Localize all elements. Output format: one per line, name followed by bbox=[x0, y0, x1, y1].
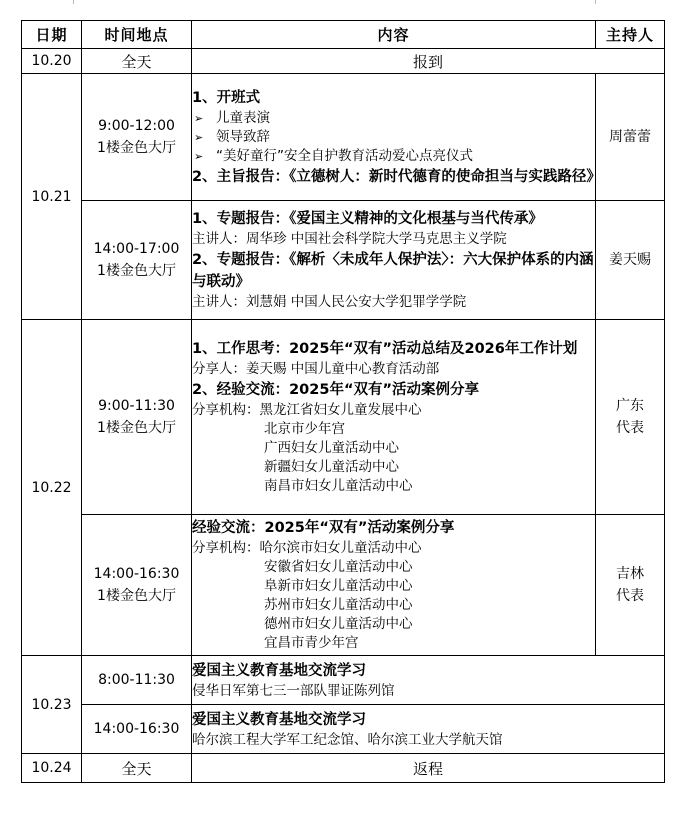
host-cell: 姜天赐 bbox=[596, 201, 665, 320]
time-place-cell bbox=[82, 74, 192, 201]
time-cell: 8:00-11:30 bbox=[82, 656, 192, 705]
speaker-line: 主讲人：周华珍 中国社会科学院大学马克思主义学院 bbox=[192, 231, 507, 247]
header-date: 日期 bbox=[22, 21, 82, 49]
header-host: 主持人 bbox=[596, 21, 665, 49]
bullet-text: 儿童表演 bbox=[216, 109, 270, 126]
header-time-place: 时间地点 bbox=[82, 21, 192, 49]
org-item: 宜昌市青少年宫 bbox=[264, 635, 359, 651]
orgs-label: 分享机构：黑龙江省妇女儿童发展中心 bbox=[192, 402, 422, 418]
bullet-item bbox=[192, 109, 595, 128]
host-line: 广东 bbox=[616, 398, 644, 414]
session-time: 14:00-16:30 bbox=[93, 566, 180, 582]
table-row bbox=[22, 656, 665, 705]
content-cell bbox=[192, 705, 665, 754]
org-item: 苏州市妇女儿童活动中心 bbox=[264, 597, 413, 613]
bullet-text: 领导致辞 bbox=[216, 128, 270, 145]
table-row bbox=[22, 49, 665, 74]
session-place: 1楼金色大厅 bbox=[97, 263, 176, 279]
session-place: 1楼金色大厅 bbox=[97, 140, 176, 156]
session-place: 1楼金色大厅 bbox=[97, 588, 176, 604]
org-item: 安徽省妇女儿童活动中心 bbox=[264, 559, 413, 575]
org-item: 北京市少年宫 bbox=[264, 421, 345, 437]
bullet-item bbox=[192, 147, 595, 166]
bullet-arrow-icon: ➢ bbox=[194, 130, 204, 144]
host-cell bbox=[596, 515, 665, 656]
org-item: 广西妇女儿童活动中心 bbox=[264, 440, 399, 456]
page-corner-mark-right bbox=[595, 0, 596, 4]
session-time: 9:00-12:00 bbox=[98, 118, 175, 134]
host-line: 代表 bbox=[616, 420, 644, 436]
table-row bbox=[22, 74, 665, 201]
agenda-item-title: 爱国主义教育基地交流学习 bbox=[192, 711, 366, 728]
content-cell: 返程 bbox=[192, 754, 665, 783]
time-cell: 14:00-16:30 bbox=[82, 705, 192, 754]
agenda-item-title: 2、经验交流：2025年“双有”活动案例分享 bbox=[192, 382, 480, 398]
date-cell: 10.21 bbox=[22, 74, 82, 320]
host-cell bbox=[596, 320, 665, 515]
page-corner-mark-left bbox=[73, 0, 74, 4]
header-content: 内容 bbox=[192, 21, 596, 49]
agenda-item-title: 经验交流：2025年“双有”活动案例分享 bbox=[192, 520, 455, 536]
date-cell: 10.22 bbox=[22, 320, 82, 656]
content-cell bbox=[192, 201, 596, 320]
session-time: 9:00-11:30 bbox=[98, 398, 175, 414]
content-cell bbox=[192, 515, 596, 656]
host-line: 吉林 bbox=[616, 566, 644, 582]
content-cell bbox=[192, 656, 665, 705]
session-time: 14:00-17:00 bbox=[93, 241, 180, 257]
org-item: 阜新市妇女儿童活动中心 bbox=[264, 578, 413, 594]
date-cell: 10.24 bbox=[22, 754, 82, 783]
orgs-label: 分享机构：哈尔滨市妇女儿童活动中心 bbox=[192, 540, 422, 556]
time-cell: 全天 bbox=[82, 49, 192, 74]
time-place-cell bbox=[82, 515, 192, 656]
agenda-item-title: 1、开班式 bbox=[192, 89, 261, 106]
host-cell: 周蕾蕾 bbox=[596, 74, 665, 201]
content-cell bbox=[192, 74, 601, 201]
speaker-line: 主讲人：刘慧娟 中国人民公安大学犯罪学学院 bbox=[192, 294, 467, 310]
content-cell: 报到 bbox=[192, 49, 665, 74]
bullet-item bbox=[192, 128, 595, 147]
bullet-text: “美好童行”安全自护教育活动爱心点亮仪式 bbox=[216, 147, 473, 164]
agenda-item-title: 1、专题报告：《爱国主义精神的文化根基与当代传承》 bbox=[192, 211, 543, 227]
venue-line: 侵华日军第七三一部队罪证陈列馆 bbox=[192, 682, 395, 699]
agenda-item-title: 2、主旨报告：《立德树人：新时代德育的使命担当与实践路径》 bbox=[192, 168, 601, 185]
table-header-row bbox=[22, 21, 665, 49]
time-cell: 全天 bbox=[82, 754, 192, 783]
table-row bbox=[22, 201, 665, 320]
session-place: 1楼金色大厅 bbox=[97, 420, 176, 436]
bullet-arrow-icon: ➢ bbox=[194, 149, 204, 163]
table-row bbox=[22, 705, 665, 754]
table-row bbox=[22, 754, 665, 783]
time-place-cell bbox=[82, 201, 192, 320]
agenda-item-title: 1、工作思考：2025年“双有”活动总结及2026年工作计划 bbox=[192, 341, 578, 357]
table-row bbox=[22, 320, 665, 515]
host-line: 代表 bbox=[616, 588, 644, 604]
content-cell bbox=[192, 320, 596, 515]
sharer-line: 分享人：姜天赐 中国儿童中心教育活动部 bbox=[192, 361, 440, 377]
agenda-item-title: 2、专题报告：《解析〈未成年人保护法〉：六大保护体系的内涵与联动》 bbox=[192, 252, 594, 290]
schedule-table bbox=[21, 20, 665, 783]
date-cell: 10.20 bbox=[22, 49, 82, 74]
org-item: 新疆妇女儿童活动中心 bbox=[264, 459, 399, 475]
time-place-cell bbox=[82, 320, 192, 515]
venue-line: 哈尔滨工程大学军工纪念馆、哈尔滨工业大学航天馆 bbox=[192, 731, 503, 748]
org-item: 南昌市妇女儿童活动中心 bbox=[264, 478, 413, 494]
agenda-item-title: 爱国主义教育基地交流学习 bbox=[192, 662, 366, 679]
date-cell: 10.23 bbox=[22, 656, 82, 754]
table-row bbox=[22, 515, 665, 656]
org-item: 德州市妇女儿童活动中心 bbox=[264, 616, 413, 632]
bullet-arrow-icon: ➢ bbox=[194, 111, 204, 125]
